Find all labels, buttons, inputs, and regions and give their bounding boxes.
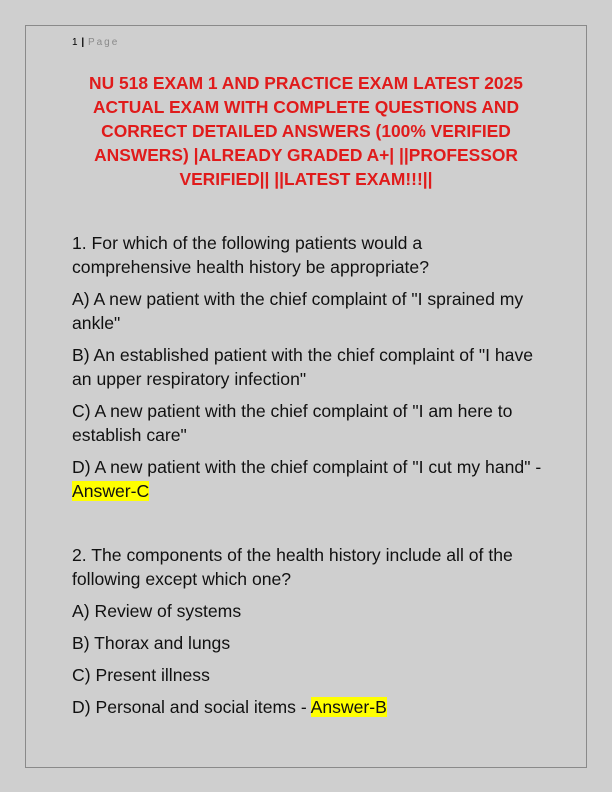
option-b: B) An established patient with the chief complaint of "I have an upper respiratory infection" [72,345,534,389]
page-label: Page [87,37,120,48]
question-stem: 1. For which of the following patients would a comprehensive health history be appropriate? [72,233,429,277]
page-header [72,37,119,48]
question-1 [72,231,542,503]
option-d-with-answer [72,455,542,503]
question-2 [72,543,542,719]
option-d: D) A new patient with the chief complaint of "I cut my hand" - [72,457,542,477]
option-d-with-answer [72,695,542,719]
option-c: C) Present illness [72,665,210,685]
answer-key: Answer-B [310,697,387,717]
option-b: B) Thorax and lungs [72,633,231,653]
page-number: 1 [72,37,79,48]
document-title: NU 518 EXAM 1 AND PRACTICE EXAM LATEST 2025 ACTUAL EXAM WITH COMPLETE QUESTIONS AND CORRECT DETAILED ANSWERS (100% VERIFIED ANSWERS) |ALREADY GRADED A+| ||PROFESSOR VERIFIED|| ||LATEST EXAM!!!|| [89,73,523,189]
document-body [72,231,542,759]
answer-key: Answer-C [72,481,150,501]
question-stem: 2. The components of the health history include all of the following except which one? [72,545,513,589]
option-d: D) Personal and social items - [72,697,311,717]
option-a: A) Review of systems [72,601,242,621]
page-separator: | [81,37,85,48]
option-a: A) A new patient with the chief complaint of "I sprained my ankle" [72,289,524,333]
option-c: C) A new patient with the chief complaint of "I am here to establish care" [72,401,513,445]
